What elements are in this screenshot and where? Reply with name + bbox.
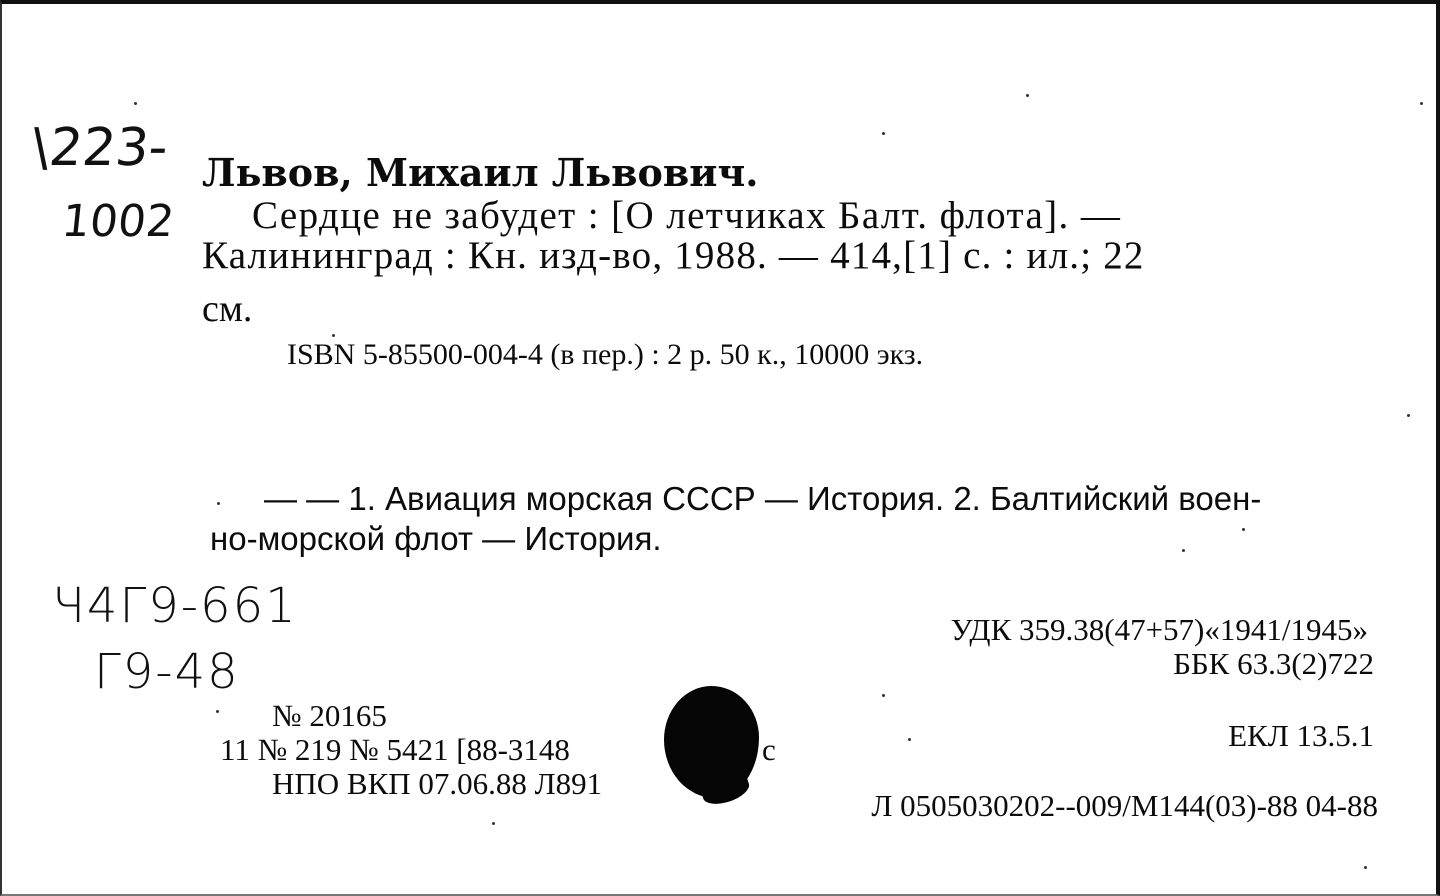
scan-speck: [1182, 549, 1185, 552]
scan-speck: [216, 710, 219, 713]
scan-speck: [1242, 528, 1245, 531]
bbk-code: ББК 63.3(2)722: [1173, 646, 1374, 681]
scan-speck: [1026, 94, 1029, 97]
udk-code: УДК 359.38(47+57)«1941/1945»: [950, 612, 1368, 647]
subjects-line-2: но-морской флот — История.: [210, 520, 662, 557]
scan-speck: [1420, 102, 1423, 105]
scan-speck: [1364, 866, 1367, 869]
scan-speck: [882, 132, 885, 135]
title-line-2: Калининград : Кн. изд-во, 1988. — 414,[1] с. : ил.; 22: [202, 234, 1145, 277]
handwritten-shelf-mark-top: \223-: [28, 118, 171, 178]
scan-speck: [1407, 414, 1410, 417]
ink-blot: [664, 686, 759, 798]
scan-speck: [908, 738, 911, 741]
npo-line: НПО ВКП 07.06.88 Л891: [272, 766, 603, 801]
scan-speck: [134, 102, 137, 105]
order-line: 11 № 219 № 5421 [88-3148: [220, 732, 570, 767]
isbn-line: ISBN 5-85500-004-4 (в пер.) : 2 р. 50 к., 10000 экз.: [287, 338, 924, 371]
scan-speck: [882, 694, 885, 697]
card-number: № 20165: [272, 698, 387, 733]
handwritten-shelf-mark-middle: Ч4Г9-661: [52, 578, 298, 634]
author-heading: Львов, Михаил Львович.: [202, 150, 759, 195]
handwritten-shelf-mark-top-number: 1002: [59, 196, 177, 247]
handwritten-shelf-mark-middle-second: Г9-48: [94, 644, 240, 700]
order-line-suffix: с: [762, 732, 776, 767]
scan-speck: [217, 502, 220, 505]
scan-speck: [492, 822, 495, 825]
title-line-1: Сердце не забудет : [О летчиках Балт. флота]. —: [252, 194, 1122, 237]
subjects-line-1: — — 1. Авиация морская СССР — История. 2. Балтийский воен-: [264, 480, 1262, 517]
title-line-3: см.: [202, 288, 253, 330]
scan-speck: [332, 334, 335, 337]
ekl-code: ЕКЛ 13.5.1: [1228, 718, 1374, 753]
control-number: Л 0505030202--009/М144(03)-88 04-88: [871, 788, 1378, 823]
